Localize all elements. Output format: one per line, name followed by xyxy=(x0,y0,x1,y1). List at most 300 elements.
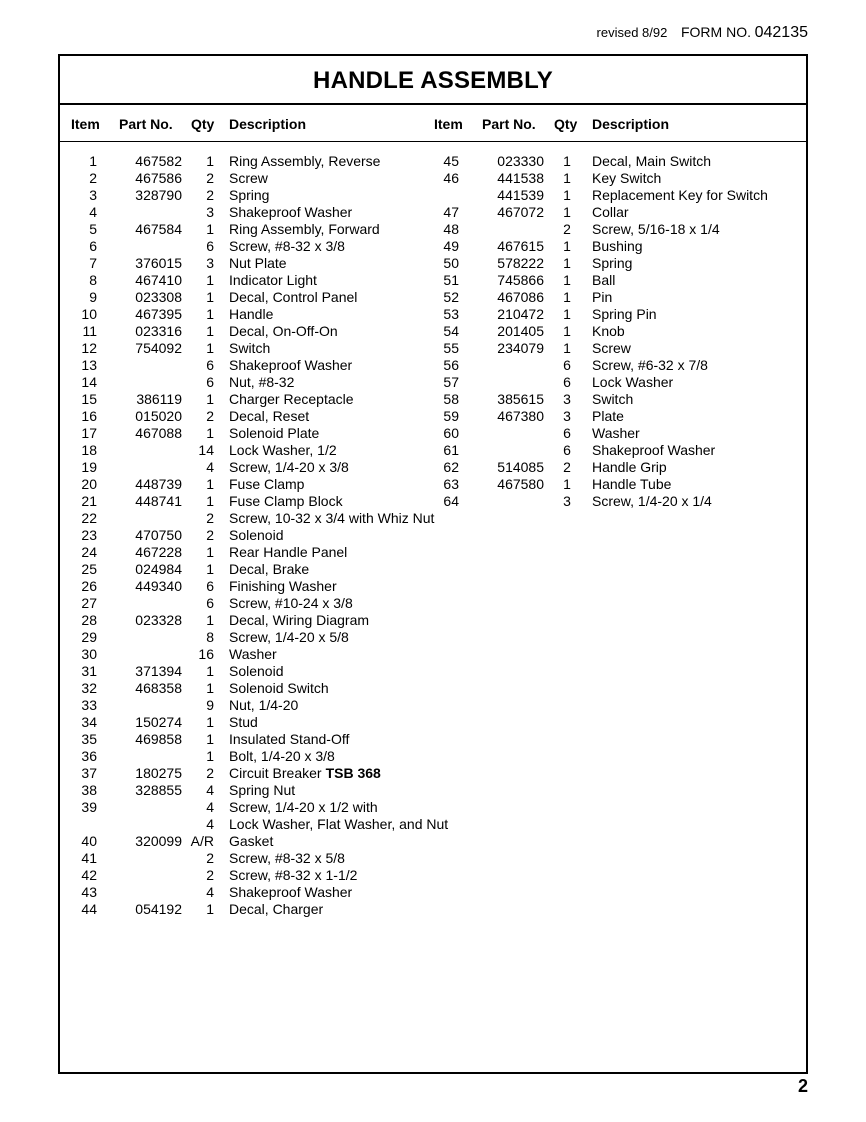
item-number: 49 xyxy=(443,238,459,254)
page-number: 2 xyxy=(797,1076,808,1096)
quantity: 3 xyxy=(206,255,214,271)
item-number: 53 xyxy=(443,306,459,322)
quantity: 6 xyxy=(563,442,571,458)
table-row xyxy=(60,442,806,459)
description xyxy=(229,867,357,884)
description-text: Solenoid xyxy=(229,663,284,679)
quantity: 3 xyxy=(206,204,214,220)
part-number: 024984 xyxy=(135,561,182,577)
page-title: HANDLE ASSEMBLY xyxy=(60,56,806,105)
part-number: 578222 xyxy=(497,255,544,271)
description xyxy=(229,187,269,204)
parts-list-frame xyxy=(58,54,808,1074)
quantity: 2 xyxy=(206,765,214,781)
item-number: 31 xyxy=(81,663,97,679)
item-number: 47 xyxy=(443,204,459,220)
description xyxy=(229,731,349,748)
item-number: 48 xyxy=(443,221,459,237)
item-number: 44 xyxy=(81,901,97,917)
quantity: 1 xyxy=(206,731,214,747)
description-text: Decal, Reset xyxy=(229,408,310,424)
description xyxy=(229,510,434,527)
description: Spring xyxy=(592,255,633,271)
quantity: 1 xyxy=(206,663,214,679)
item-number: 62 xyxy=(443,459,459,475)
item-number: 41 xyxy=(81,850,97,866)
part-number: 441539 xyxy=(497,187,544,203)
table-row xyxy=(60,901,806,918)
quantity: 1 xyxy=(206,748,214,764)
quantity: 2 xyxy=(206,170,214,186)
description-text: Screw, 1/4-20 x 3/8 xyxy=(229,459,349,475)
quantity: 6 xyxy=(563,425,571,441)
item-number: 38 xyxy=(81,782,97,798)
quantity: 1 xyxy=(563,306,571,322)
form-number-label: FORM NO. xyxy=(680,24,751,40)
description-text: Screw xyxy=(229,170,268,186)
item-number: 64 xyxy=(443,493,459,509)
description-text: Nut Plate xyxy=(229,255,287,271)
table-row xyxy=(60,612,806,629)
description xyxy=(229,204,352,221)
item-number: 12 xyxy=(81,340,97,356)
description xyxy=(229,340,270,357)
quantity: 1 xyxy=(563,272,571,288)
description xyxy=(229,544,347,561)
quantity: 2 xyxy=(206,527,214,543)
item-number: 8 xyxy=(89,272,97,288)
item-number: 18 xyxy=(81,442,97,458)
item-number: 24 xyxy=(81,544,97,560)
description-text: Lock Washer, 1/2 xyxy=(229,442,337,458)
item-number: 27 xyxy=(81,595,97,611)
service-bulletin-ref: TSB 368 xyxy=(325,765,381,781)
item-number: 30 xyxy=(81,646,97,662)
quantity: 6 xyxy=(206,357,214,373)
description-text: Shakeproof Washer xyxy=(229,884,353,900)
part-number: 201405 xyxy=(497,323,544,339)
description xyxy=(229,425,319,442)
part-number: 448741 xyxy=(135,493,182,509)
item-number: 6 xyxy=(89,238,97,254)
description xyxy=(229,459,349,476)
quantity: 1 xyxy=(563,255,571,271)
description xyxy=(229,833,273,850)
item-number: 58 xyxy=(443,391,459,407)
part-number: 054192 xyxy=(135,901,182,917)
description-text: Spring Nut xyxy=(229,782,296,798)
item-number: 52 xyxy=(443,289,459,305)
col-desc-right: Description xyxy=(592,116,670,132)
description xyxy=(229,884,352,901)
description-text: Spring xyxy=(229,187,270,203)
description-text: Ring Assembly, Forward xyxy=(229,221,380,237)
quantity: 1 xyxy=(563,238,571,254)
description: Replacement Key for Switch xyxy=(592,187,768,203)
col-part-left: Part No. xyxy=(119,116,173,132)
description: Screw, 5/16-18 x 1/4 xyxy=(592,221,720,237)
description: Screw xyxy=(592,340,631,356)
table-row xyxy=(60,595,806,612)
part-number: 467088 xyxy=(135,425,182,441)
table-row xyxy=(60,476,806,493)
item-number: 37 xyxy=(81,765,97,781)
col-item-left: Item xyxy=(71,116,100,132)
description xyxy=(229,816,448,833)
description xyxy=(229,663,284,680)
part-number: 514085 xyxy=(497,459,544,475)
description-text: Insulated Stand-Off xyxy=(229,731,350,747)
description-text: Shakeproof Washer xyxy=(229,204,353,220)
part-number: 385615 xyxy=(497,391,544,407)
description-text: Decal, On-Off-On xyxy=(229,323,338,339)
item-number: 63 xyxy=(443,476,459,492)
table-row xyxy=(60,493,806,510)
item-number: 25 xyxy=(81,561,97,577)
part-number: 376015 xyxy=(135,255,182,271)
table-row xyxy=(60,170,806,187)
item-number: 5 xyxy=(89,221,97,237)
part-number: 210472 xyxy=(497,306,544,322)
quantity: 1 xyxy=(206,289,214,305)
quantity: 1 xyxy=(206,221,214,237)
quantity: 4 xyxy=(206,782,214,798)
part-number: 328790 xyxy=(135,187,182,203)
description xyxy=(229,289,357,306)
table-row xyxy=(60,578,806,595)
quantity: 8 xyxy=(206,629,214,645)
item-number: 14 xyxy=(81,374,97,390)
table-row xyxy=(60,459,806,476)
description xyxy=(229,221,380,238)
quantity: 1 xyxy=(563,340,571,356)
quantity: 6 xyxy=(206,578,214,594)
quantity: 2 xyxy=(206,510,214,526)
part-number: 015020 xyxy=(135,408,182,424)
description-text: Screw, #8-32 x 1-1/2 xyxy=(229,867,358,883)
description-text: Screw, #8-32 x 3/8 xyxy=(229,238,345,254)
description xyxy=(229,391,354,408)
description-text: Screw, 10-32 x 3/4 with Whiz Nut xyxy=(229,510,435,526)
table-row xyxy=(60,289,806,306)
quantity: 1 xyxy=(563,153,571,169)
item-number: 35 xyxy=(81,731,97,747)
quantity: 1 xyxy=(206,306,214,322)
description-text: Washer xyxy=(229,646,277,662)
description xyxy=(229,153,380,170)
description xyxy=(229,697,298,714)
description-text: Solenoid xyxy=(229,527,284,543)
description-text: Decal, Brake xyxy=(229,561,310,577)
quantity: 2 xyxy=(206,850,214,866)
description: Handle Grip xyxy=(592,459,667,475)
item-number: 51 xyxy=(443,272,459,288)
table-row xyxy=(60,391,806,408)
item-number: 26 xyxy=(81,578,97,594)
description-text: Switch xyxy=(229,340,271,356)
part-number: 467586 xyxy=(135,170,182,186)
part-number: 467615 xyxy=(497,238,544,254)
description xyxy=(229,357,352,374)
description-text: Screw, 1/4-20 x 5/8 xyxy=(229,629,349,645)
description-text: Ring Assembly, Reverse xyxy=(229,153,381,169)
col-item-right: Item xyxy=(434,116,463,132)
description xyxy=(229,170,268,187)
quantity: 6 xyxy=(206,374,214,390)
description: Spring Pin xyxy=(592,306,657,322)
item-number: 2 xyxy=(89,170,97,186)
description: Screw, #6-32 x 7/8 xyxy=(592,357,708,373)
description xyxy=(229,799,378,816)
description xyxy=(229,765,381,782)
description: Ball xyxy=(592,272,616,288)
col-qty-left: Qty xyxy=(191,116,215,132)
quantity: 1 xyxy=(563,323,571,339)
quantity: 2 xyxy=(563,459,571,475)
table-row xyxy=(60,527,806,544)
description-text: Screw, 1/4-20 x 1/2 with xyxy=(229,799,378,815)
part-number: 234079 xyxy=(497,340,544,356)
item-number: 36 xyxy=(81,748,97,764)
table-row xyxy=(60,153,806,170)
table-row xyxy=(60,697,806,714)
quantity: 1 xyxy=(563,289,571,305)
table-row xyxy=(60,323,806,340)
quantity: 3 xyxy=(563,493,571,509)
quantity: 4 xyxy=(206,799,214,815)
part-number: 467580 xyxy=(497,476,544,492)
description: Decal, Main Switch xyxy=(592,153,712,169)
table-row xyxy=(60,544,806,561)
item-number: 39 xyxy=(81,799,97,815)
table-row xyxy=(60,255,806,272)
table-row xyxy=(60,799,806,816)
item-number: 22 xyxy=(81,510,97,526)
description-text: Handle xyxy=(229,306,274,322)
table-row xyxy=(60,629,806,646)
quantity: 6 xyxy=(563,374,571,390)
quantity: 1 xyxy=(206,391,214,407)
part-number: 328855 xyxy=(135,782,182,798)
part-number: 467086 xyxy=(497,289,544,305)
quantity: 1 xyxy=(563,170,571,186)
item-number: 40 xyxy=(81,833,97,849)
description xyxy=(229,272,317,289)
item-number: 13 xyxy=(81,357,97,373)
part-number: 467582 xyxy=(135,153,182,169)
part-number: 449340 xyxy=(135,578,182,594)
description: Lock Washer xyxy=(592,374,674,390)
description: Shakeproof Washer xyxy=(592,442,716,458)
description xyxy=(229,442,337,459)
table-row xyxy=(60,867,806,884)
description xyxy=(229,714,258,731)
form-number-value: 042135 xyxy=(754,24,808,41)
part-number: 469858 xyxy=(135,731,182,747)
quantity: 1 xyxy=(206,272,214,288)
col-qty-right: Qty xyxy=(554,116,578,132)
description: Handle Tube xyxy=(592,476,672,492)
part-number: 180275 xyxy=(135,765,182,781)
description-text: Charger Receptacle xyxy=(229,391,354,407)
quantity: 16 xyxy=(198,646,214,662)
table-row xyxy=(60,425,806,442)
item-number: 55 xyxy=(443,340,459,356)
description xyxy=(229,612,369,629)
table-row xyxy=(60,238,806,255)
quantity: 1 xyxy=(206,493,214,509)
description xyxy=(229,629,349,646)
quantity: 6 xyxy=(206,595,214,611)
quantity: 1 xyxy=(563,476,571,492)
description xyxy=(229,901,323,918)
description: Screw, 1/4-20 x 1/4 xyxy=(592,493,712,509)
quantity: 2 xyxy=(206,187,214,203)
description: Knob xyxy=(592,323,625,339)
table-row xyxy=(60,204,806,221)
description: Plate xyxy=(592,408,624,424)
quantity: 1 xyxy=(563,187,571,203)
table-row xyxy=(60,850,806,867)
part-number: 467410 xyxy=(135,272,182,288)
table-row xyxy=(60,272,806,289)
description: Switch xyxy=(592,391,634,407)
quantity: 14 xyxy=(198,442,214,458)
description: Key Switch xyxy=(592,170,662,186)
quantity: 1 xyxy=(206,544,214,560)
quantity: 4 xyxy=(206,884,214,900)
quantity: 1 xyxy=(206,476,214,492)
item-number: 43 xyxy=(81,884,97,900)
part-number: 371394 xyxy=(135,663,182,679)
description-text: Screw, #8-32 x 5/8 xyxy=(229,850,345,866)
col-part-right: Part No. xyxy=(482,116,536,132)
column-header-row xyxy=(60,105,806,142)
part-number: 467072 xyxy=(497,204,544,220)
quantity: 3 xyxy=(563,408,571,424)
item-number: 33 xyxy=(81,697,97,713)
description-text: Lock Washer, Flat Washer, and Nut xyxy=(229,816,449,832)
table-row xyxy=(60,221,806,238)
item-number: 1 xyxy=(89,153,97,169)
description xyxy=(229,408,309,425)
table-row xyxy=(60,782,806,799)
item-number: 20 xyxy=(81,476,97,492)
item-number: 59 xyxy=(443,408,459,424)
description-text: Decal, Wiring Diagram xyxy=(229,612,370,628)
part-number: 467228 xyxy=(135,544,182,560)
item-number: 57 xyxy=(443,374,459,390)
item-number: 45 xyxy=(443,153,459,169)
description xyxy=(229,595,353,612)
revision-date: revised 8/92 xyxy=(596,25,668,40)
item-number: 21 xyxy=(81,493,97,509)
description-text: Shakeproof Washer xyxy=(229,357,353,373)
table-row xyxy=(60,561,806,578)
quantity: 4 xyxy=(206,459,214,475)
table-row xyxy=(60,748,806,765)
part-number: 467380 xyxy=(497,408,544,424)
part-number: 468358 xyxy=(135,680,182,696)
description xyxy=(229,374,294,391)
quantity: 1 xyxy=(206,901,214,917)
quantity: 6 xyxy=(206,238,214,254)
col-desc-left: Description xyxy=(229,116,307,132)
quantity: 1 xyxy=(206,612,214,628)
description xyxy=(229,476,304,493)
table-row xyxy=(60,374,806,391)
item-number: 34 xyxy=(81,714,97,730)
part-number: 448739 xyxy=(135,476,182,492)
description: Collar xyxy=(592,204,629,220)
quantity: 2 xyxy=(206,867,214,883)
description xyxy=(229,561,309,578)
table-row xyxy=(60,510,806,527)
item-number: 60 xyxy=(443,425,459,441)
description xyxy=(229,578,337,595)
description xyxy=(229,306,273,323)
table-row xyxy=(60,714,806,731)
description-text: Decal, Control Panel xyxy=(229,289,358,305)
item-number: 10 xyxy=(81,306,97,322)
description xyxy=(229,527,284,544)
item-number: 50 xyxy=(443,255,459,271)
quantity: 2 xyxy=(563,221,571,237)
table-row xyxy=(60,306,806,323)
description-text: Nut, #8-32 xyxy=(229,374,295,390)
description xyxy=(229,748,335,765)
description-text: Indicator Light xyxy=(229,272,317,288)
description-text: Fuse Clamp Block xyxy=(229,493,343,509)
item-number: 46 xyxy=(443,170,459,186)
form-header xyxy=(597,24,808,42)
table-row xyxy=(60,408,806,425)
quantity: 9 xyxy=(206,697,214,713)
item-number: 54 xyxy=(443,323,459,339)
table-row xyxy=(60,833,806,850)
item-number: 32 xyxy=(81,680,97,696)
description xyxy=(229,255,287,272)
item-number: 23 xyxy=(81,527,97,543)
description-text: Fuse Clamp xyxy=(229,476,305,492)
description xyxy=(229,493,343,510)
parts-table-body xyxy=(60,153,806,918)
description: Washer xyxy=(592,425,640,441)
quantity: 1 xyxy=(206,680,214,696)
part-number: 023330 xyxy=(497,153,544,169)
description-text: Decal, Charger xyxy=(229,901,324,917)
quantity: 3 xyxy=(563,391,571,407)
description-text: Finishing Washer xyxy=(229,578,337,594)
description-text: Nut, 1/4-20 xyxy=(229,697,299,713)
description-text: Screw, #10-24 x 3/8 xyxy=(229,595,353,611)
description xyxy=(229,782,295,799)
table-row xyxy=(60,816,806,833)
table-row xyxy=(60,680,806,697)
table-row xyxy=(60,663,806,680)
part-number: 386119 xyxy=(136,391,182,407)
part-number: 467395 xyxy=(135,306,182,322)
item-number: 17 xyxy=(81,425,97,441)
part-number: 023308 xyxy=(135,289,182,305)
table-row xyxy=(60,187,806,204)
description-text: Bolt, 1/4-20 x 3/8 xyxy=(229,748,335,764)
quantity: 1 xyxy=(206,153,214,169)
table-row xyxy=(60,765,806,782)
table-row xyxy=(60,340,806,357)
description-text: Gasket xyxy=(229,833,274,849)
item-number: 19 xyxy=(81,459,97,475)
